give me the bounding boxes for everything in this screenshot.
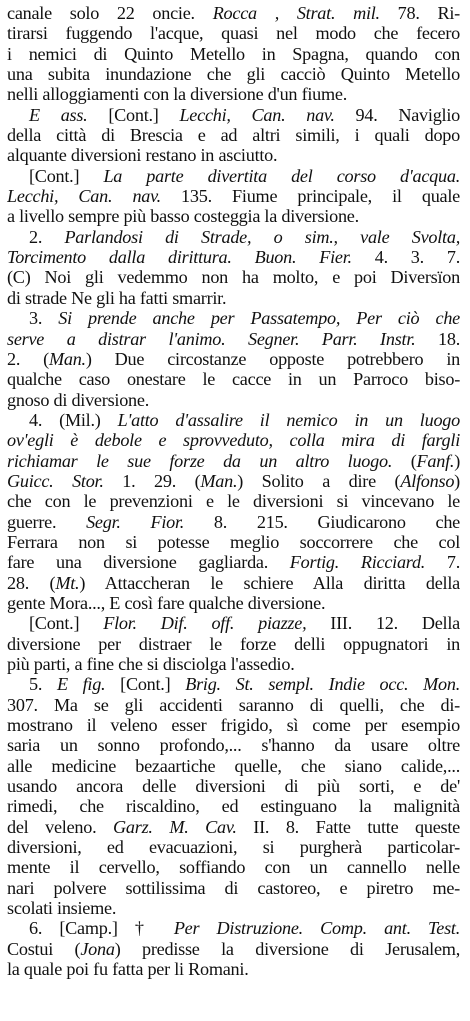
text-line: ov'egli è debole e sprovveduto, colla mira di fargli: [7, 430, 460, 451]
text-line: fare una diversione gagliarda. Fortig. Ricciard. 7.: [7, 552, 460, 573]
text-line: serve a distrar l'animo. Segner. Parr. Instr. 18.: [7, 328, 460, 349]
text-line: richiamar le sue forze da un altro luogo. (Fanf.): [7, 450, 460, 471]
text-line: E ass. [Cont.] Lecchi, Can. nav. 94. Naviglio: [29, 104, 460, 125]
text-line: alquante diversioni restano in asciutto.: [7, 145, 278, 166]
text-line: Guicc. Stor. 1. 29. (Man.) Solito a dire (Alfonso): [7, 470, 460, 491]
text-line: di strade Ne gli ha fatti smarrir.: [7, 287, 227, 308]
text-line: 5. E fig. [Cont.] Brig. St. sempl. Indie occ. Mon.: [29, 674, 460, 695]
text-line: alle medicine bezaartiche quelle, che siano calide,...: [7, 755, 460, 776]
text-line: nelli alloggiamenti con la diversione d'un fiume.: [7, 84, 348, 105]
text-line: della città di Brescia e ad altri simili, i quali dopo: [7, 125, 460, 146]
text-line: gente Mora..., E così fare qualche diversione.: [7, 592, 326, 613]
text-line: 3. Si prende anche per Passatempo, Per ciò che: [29, 308, 460, 329]
text-line: del veleno. Garz. M. Cav. II. 8. Fatte tutte queste: [7, 816, 460, 837]
text-line: [Cont.] Flor. Dif. off. piazze, III. 12. Della: [29, 613, 460, 634]
text-line: a livello sempre più basso costeggia la diversione.: [7, 206, 359, 227]
text-line: 6. [Camp.] † Per Distruzione. Comp. ant. Test.: [29, 918, 460, 939]
text-line: più parti, a fine che si disciolga l'assedio.: [7, 654, 295, 674]
text-line: rimedi, che riscaldino, ed estinguano la malignità: [7, 796, 460, 817]
text-line: diversione per distraer le forze delli oppugnatori in: [7, 633, 460, 654]
text-line: 2. (Man.) Due circostanze opposte potrebbero in: [7, 348, 460, 369]
text-line: saria un sonno profondo,... s'hanno da usare oltre: [7, 735, 460, 756]
text-line: la quale poi fu fatta per li Romani.: [7, 959, 249, 980]
text-line: i nemici di Quinto Metello in Spagna, quando con: [7, 43, 460, 64]
text-line: guerre. Segr. Fior. 8. 215. Giudicarono che: [7, 511, 460, 532]
text-line: che con le prevenzioni e le diversioni si vincevano le: [7, 491, 460, 512]
text-line: mostrano il veleno esser frigido, sì come per esempio: [7, 715, 460, 736]
text-line: 307. Ma se gli accidenti saranno di quelli, che di-: [7, 694, 460, 715]
text-line: 28. (Mt.) Attaccheran le schiere Alla diritta della: [7, 572, 460, 593]
text-line: diversioni, ed evacuazioni, si purgherà particolar-: [7, 837, 460, 858]
text-line: nari polvere sottilissima di castoreo, e piretro me-: [7, 877, 460, 898]
text-line: Ferrara non si potesse meglio soccorrere che col: [7, 531, 460, 552]
text-line: Lecchi, Can. nav. 135. Fiume principale, il quale: [7, 186, 460, 207]
text-line: Costui (Jona) predisse la diversione di Jerusalem,: [7, 938, 460, 959]
text-line: [Cont.] La parte divertita del corso d'acqua.: [29, 165, 460, 186]
text-line: scolati insieme.: [7, 898, 117, 919]
text-line: qualche caso onestare le cacce in un Parroco biso-: [7, 369, 460, 390]
text-line: (C) Noi gli vedemmo non ha molto, e poi Diversïon: [7, 267, 460, 288]
text-line: 4. (Mil.) L'atto d'assalire il nemico in un luogo: [29, 409, 460, 430]
text-line: mente il cervello, soffiando con un cannello nelle: [7, 857, 460, 878]
text-line: canale solo 22 oncie. Rocca , Strat. mil. 78. Ri-: [7, 3, 460, 23]
text-line: gnoso di diversione.: [7, 389, 150, 410]
text-line: tirarsi fuggendo l'acque, quasi nel modo che fecero: [7, 23, 460, 44]
text-line: una subita inundazione che gli cacciò Quinto Metello: [7, 64, 460, 85]
text-line: usando ancora delle diversioni di più sorti, e de': [7, 776, 460, 797]
text-line: Torcimento dalla dirittura. Buon. Fier. 4. 3. 7.: [7, 247, 460, 268]
text-line: 2. Parlandosi di Strade, o sim., vale Svolta,: [29, 226, 460, 247]
